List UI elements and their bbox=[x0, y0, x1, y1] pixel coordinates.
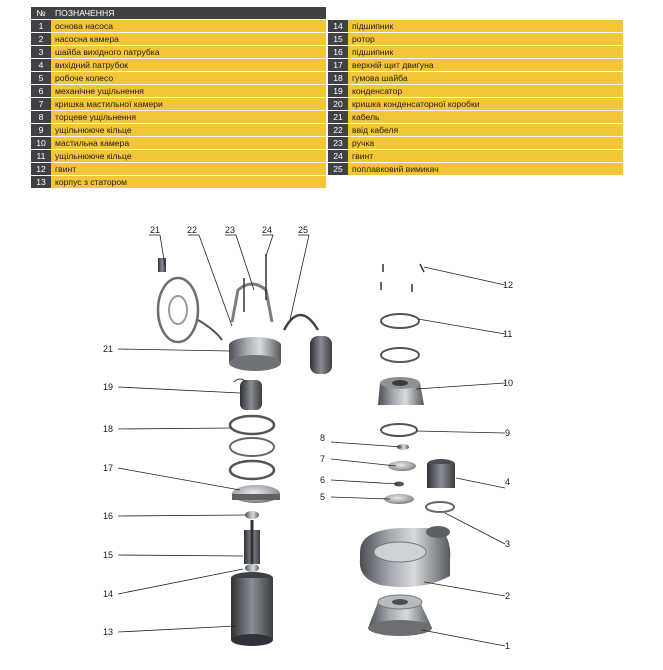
legend-left-text: робоче колесо bbox=[51, 72, 328, 85]
callout-14: 14 bbox=[103, 589, 114, 599]
legend-right-text: кришка конденсаторної коробки bbox=[348, 98, 625, 111]
legend-left-text: вихідний патрубок bbox=[51, 59, 328, 72]
legend-left-number: 3 bbox=[31, 46, 51, 59]
screw bbox=[420, 264, 424, 272]
o-ring-2 bbox=[381, 348, 419, 362]
callout-6: 6 bbox=[320, 475, 326, 485]
legend-header-title: ПОЗНАЧЕННЯ bbox=[51, 7, 328, 20]
legend-left-number: 9 bbox=[31, 124, 51, 137]
legend-right-number: 19 bbox=[328, 85, 348, 98]
callout-25: 25 bbox=[298, 225, 309, 235]
o-ring bbox=[381, 314, 419, 328]
float-cable bbox=[284, 315, 318, 330]
legend-right-text: підшипник bbox=[348, 20, 625, 33]
legend-left-text: основа насоса bbox=[51, 20, 328, 33]
legend-left-text: торцеве ущільнення bbox=[51, 111, 328, 124]
callout-15: 15 bbox=[103, 550, 114, 560]
legend-left-text: мастильна камера bbox=[51, 137, 328, 150]
legend-left-text: механічне ущільнення bbox=[51, 85, 328, 98]
legend-right-number: 14 bbox=[328, 20, 348, 33]
legend-right-text: ротор bbox=[348, 33, 625, 46]
legend-right-text: підшипник bbox=[348, 46, 625, 59]
legend-left-number: 1 bbox=[31, 20, 51, 33]
callout-21b: 21 bbox=[103, 344, 114, 354]
legend-right-text: поплавковий вимикач bbox=[348, 163, 625, 176]
capacitor-cover-bottom bbox=[229, 355, 281, 371]
bearing-upper bbox=[245, 511, 259, 519]
right-assembly bbox=[360, 264, 455, 636]
legend-right-number: 18 bbox=[328, 72, 348, 85]
oil-chamber-hole bbox=[392, 380, 408, 386]
legend-right-text: ручка bbox=[348, 137, 625, 150]
outlet-washer bbox=[426, 502, 454, 512]
legend-left-number: 8 bbox=[31, 111, 51, 124]
legend-left-number: 5 bbox=[31, 72, 51, 85]
legend-right-text: верхній щит двигуна bbox=[348, 59, 625, 72]
callout-24: 24 bbox=[262, 225, 273, 235]
legend-left-text: ущільнююче кільце bbox=[51, 124, 328, 137]
callout-12: 12 bbox=[503, 280, 514, 290]
oil-chamber-cover bbox=[388, 461, 416, 471]
left-assembly bbox=[158, 254, 332, 646]
callout-13: 13 bbox=[103, 627, 114, 637]
legend-left-text: кришка мастильної камери bbox=[51, 98, 328, 111]
callout-22: 22 bbox=[187, 225, 198, 235]
bearing-lower bbox=[245, 564, 259, 572]
o-ring-9 bbox=[381, 424, 417, 436]
legend-left-number: 10 bbox=[31, 137, 51, 150]
legend-left-number: 4 bbox=[31, 59, 51, 72]
callout-1: 1 bbox=[505, 641, 511, 651]
upper-motor-shield-side bbox=[232, 494, 280, 500]
legend-left-number: 7 bbox=[31, 98, 51, 111]
legend-right-number: 17 bbox=[328, 59, 348, 72]
rubber-washer-3 bbox=[230, 461, 274, 479]
legend-left-number: 11 bbox=[31, 150, 51, 163]
callout-19: 19 bbox=[103, 382, 114, 392]
legend-right-number: 24 bbox=[328, 150, 348, 163]
cable-coil-inner bbox=[169, 296, 187, 324]
callout-9: 9 bbox=[505, 428, 511, 438]
legend-right-number: 22 bbox=[328, 124, 348, 137]
pump-base-bottom bbox=[368, 620, 432, 636]
legend-left-number: 13 bbox=[31, 176, 51, 189]
callout-5: 5 bbox=[320, 492, 326, 502]
callout-17: 17 bbox=[103, 463, 114, 473]
housing-bottom bbox=[231, 634, 273, 646]
legend-left-text: шайба вихідного патрубка bbox=[51, 46, 328, 59]
callout-8: 8 bbox=[320, 433, 326, 443]
legend-right-number: 15 bbox=[328, 33, 348, 46]
float-switch bbox=[310, 336, 332, 374]
legend-header-num: № bbox=[31, 7, 51, 20]
outlet-pipe bbox=[427, 464, 455, 488]
callout-21: 21 bbox=[150, 225, 161, 235]
callout-16: 16 bbox=[103, 511, 114, 521]
callout-7: 7 bbox=[320, 454, 326, 464]
pump-chamber-outlet bbox=[426, 526, 450, 538]
legend-left-text: насосна камера bbox=[51, 33, 328, 46]
callout-11: 11 bbox=[503, 329, 513, 339]
legend-right-text: кабель bbox=[348, 111, 625, 124]
callout-2: 2 bbox=[505, 591, 511, 601]
legend-right-text: гумова шайба bbox=[348, 72, 625, 85]
legend-left-number: 12 bbox=[31, 163, 51, 176]
legend-right-number: 25 bbox=[328, 163, 348, 176]
legend-right-text: конденсатор bbox=[348, 85, 625, 98]
legend-right-number: 20 bbox=[328, 98, 348, 111]
callout-18: 18 bbox=[103, 424, 114, 434]
rubber-washer-2 bbox=[230, 438, 274, 456]
cable-wire bbox=[198, 320, 222, 340]
legend-right-number: 21 bbox=[328, 111, 348, 124]
legend-right-number: 23 bbox=[328, 137, 348, 150]
legend-right-number: 16 bbox=[328, 46, 348, 59]
pump-base-hole bbox=[392, 599, 408, 605]
callout-3: 3 bbox=[505, 539, 511, 549]
cable-coil bbox=[158, 278, 198, 342]
legend-left-number: 6 bbox=[31, 85, 51, 98]
legend-left-text: ущільнююче кільце bbox=[51, 150, 328, 163]
housing-with-stator bbox=[231, 578, 273, 640]
callout-23: 23 bbox=[225, 225, 236, 235]
legend-left-number: 2 bbox=[31, 33, 51, 46]
capacitor bbox=[240, 380, 262, 410]
legend-left-text: гвинт bbox=[51, 163, 328, 176]
legend-right-text: гвинт bbox=[348, 150, 625, 163]
legend-left-text: корпус з статором bbox=[51, 176, 328, 189]
callout-10: 10 bbox=[503, 378, 514, 388]
legend-right-text: ввід кабеля bbox=[348, 124, 625, 137]
rubber-washer bbox=[230, 416, 274, 434]
callout-4: 4 bbox=[505, 477, 511, 487]
pump-chamber-inlet bbox=[374, 542, 426, 562]
